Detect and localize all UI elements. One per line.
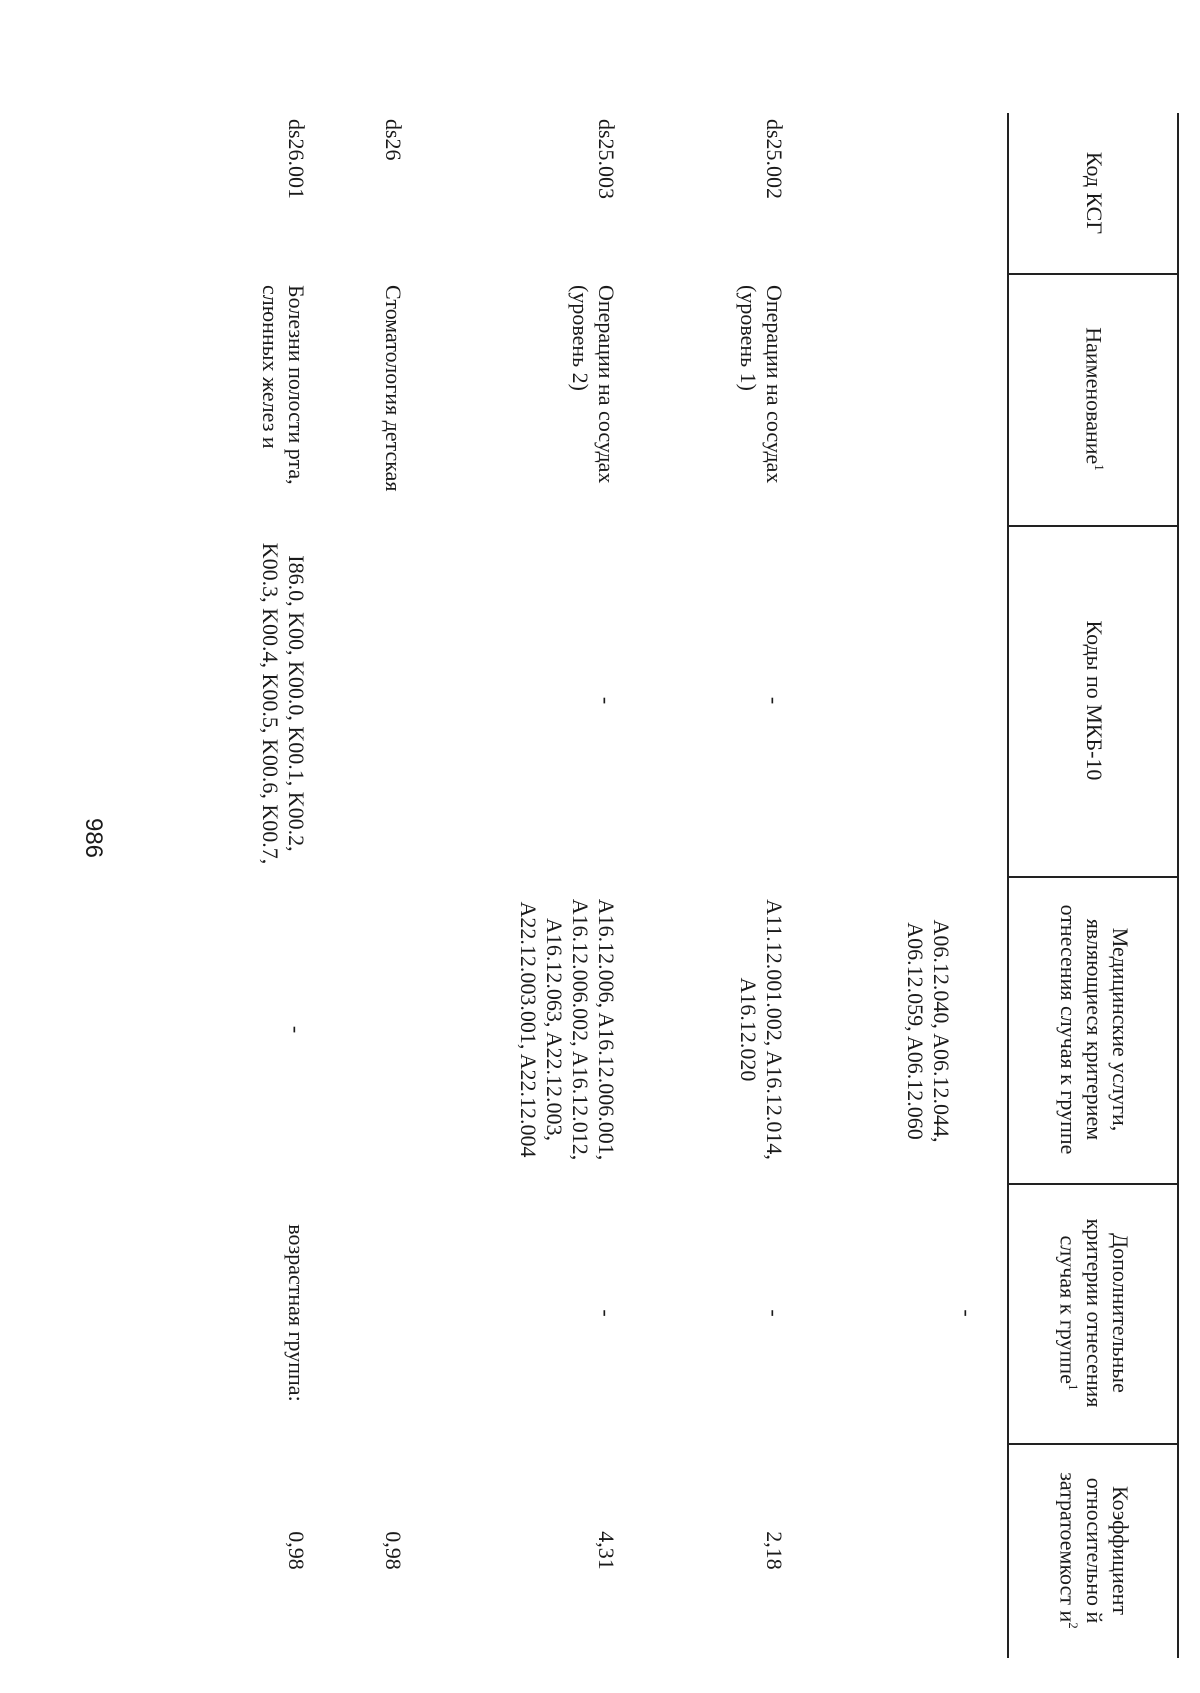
table-cell-name: Стоматология детская xyxy=(381,285,406,492)
header-name: Наименование$^1$ xyxy=(1081,327,1108,471)
table-cell-name: Болезни полости рта, слюнных желез и xyxy=(258,285,309,485)
rotated-table-page xyxy=(159,113,1179,1658)
table-cell-name: Операции на сосудах (уровень 1) xyxy=(736,285,787,484)
page-number: 986 xyxy=(80,817,107,859)
table-cell-coefficient: 0,98 xyxy=(284,1531,309,1570)
header-code: Код КСГ xyxy=(1081,151,1107,235)
table-cell-criteria: - xyxy=(955,1309,980,1317)
table-cell-code: ds26.001 xyxy=(284,119,309,200)
table-cell-code: ds25.003 xyxy=(594,119,619,200)
header-coefficient: Коэффициент относительно й затратоемкост $и^2$ xyxy=(1055,1472,1134,1629)
table-cell-services: - xyxy=(284,1025,309,1034)
table-cell-services: A11.12.001.002, A16.12.014, A16.12.020 xyxy=(736,899,787,1160)
table-cell-criteria: - xyxy=(594,1309,619,1317)
header-criteria: Дополнительные критерии отнесения случая к группе$^1$ xyxy=(1055,1218,1134,1408)
table-cell-mkb: - xyxy=(762,696,787,705)
header-medical-services: Медицинские услуги, являющиеся критерием отнесения случая к группе xyxy=(1056,904,1133,1155)
table-cell-services: A16.12.006, A16.12.006.001, A16.12.006.002, A16.12.012, A16.12.063, A22.12.003, A22.12.003.001, A22.12.004 xyxy=(516,898,619,1161)
table-cell-coefficient: 4,31 xyxy=(594,1531,619,1570)
table-cell-code: ds26 xyxy=(381,119,406,161)
table-cell-mkb: - xyxy=(594,696,619,705)
table-cell-criteria: возрастная группа: xyxy=(284,1224,309,1402)
table-cell-code: ds25.002 xyxy=(762,119,787,200)
table-cell-coefficient: 2,18 xyxy=(762,1531,787,1570)
table-cell-coefficient: 0,98 xyxy=(381,1531,406,1570)
table-cell-criteria: - xyxy=(762,1309,787,1317)
table-cell-mkb: I86.0, K00, K00.0, K00.1, K00.2, K00.3, K00.4, K00.5, K00.6, K00.7, xyxy=(258,542,309,865)
table-cell-services: A06.12.040, A06.12.044, A06.12.059, A06.12.060 xyxy=(903,919,954,1143)
header-mkb-codes: Коды по МКБ-10 xyxy=(1081,620,1107,781)
table-cell-name: Операции на сосудах (уровень 2) xyxy=(568,285,619,484)
ksg-table xyxy=(159,113,1179,1658)
